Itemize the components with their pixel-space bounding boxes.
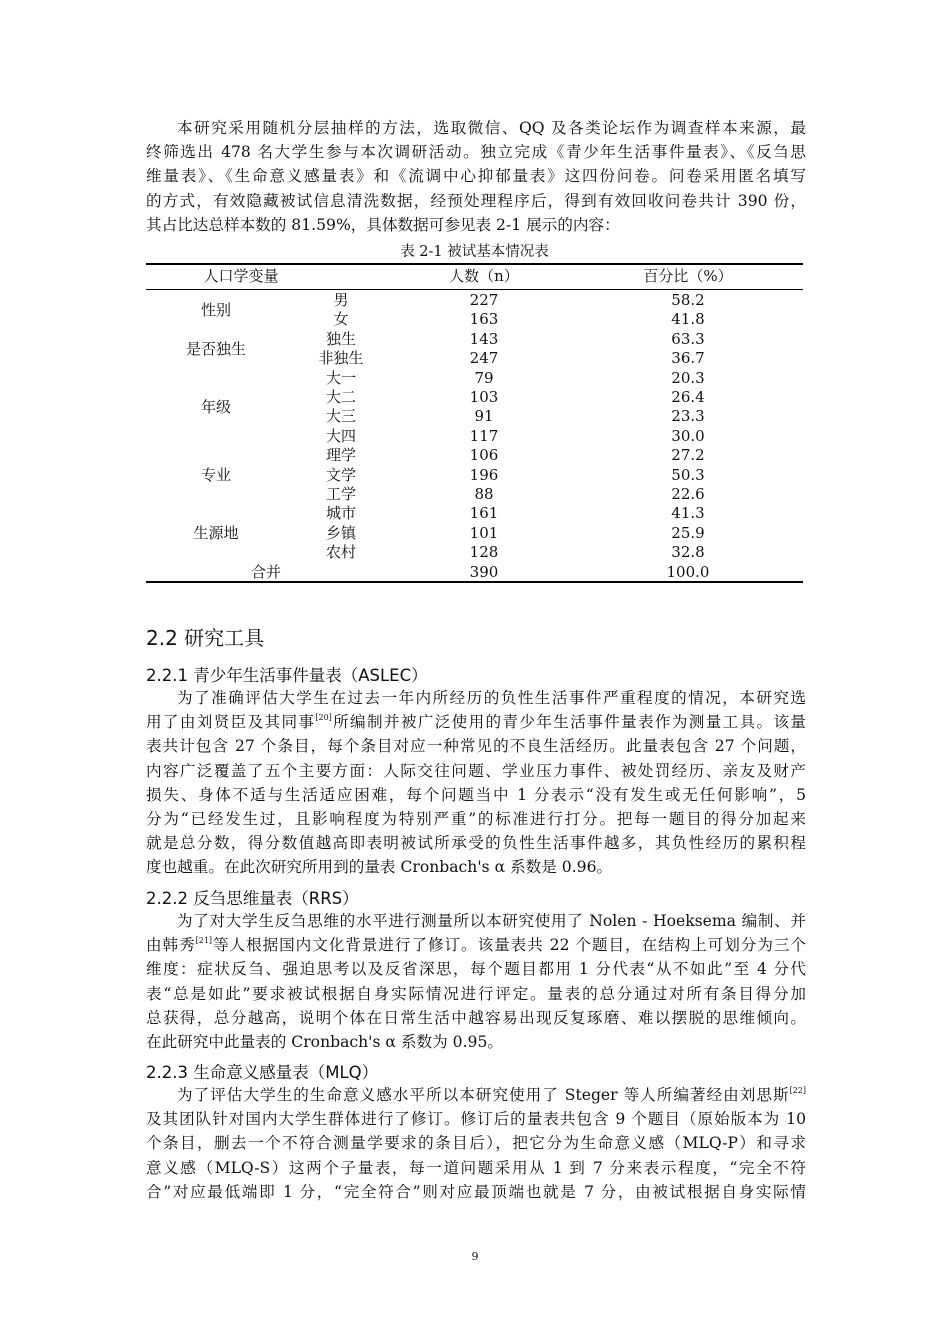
total-percent: 100.0 <box>666 562 710 581</box>
text-line: 意义感（MLQ-S）这两个子量表，每一道问题采用从 1 到 7 分来表示程度，“完全不符 <box>146 1158 806 1177</box>
text-fragment: 等人根据国内文化背景进行了修订。该量表共 22 个题目，在结构上可划分为三个 <box>212 936 806 955</box>
text-fragment: 为了评估大学生的生命意义感水平所以本研究使用了 Steger 等人所编著经由刘思斯 <box>177 1086 790 1104</box>
aslec-paragraph <box>146 686 806 880</box>
text-line: 损失、身体不适与生活适应困难，每个问题当中 1 分表示“没有发生或无任何影响”，5 <box>146 785 806 804</box>
text-line: 及其团队针对国内大学生群体进行了修订。修订后的量表共包含 9 个题目（原始版本为 10 <box>146 1110 806 1129</box>
total-count: 390 <box>469 562 499 581</box>
count-cell: 143 <box>469 329 499 348</box>
percent-cell: 30.0 <box>671 426 705 445</box>
group-label: 专业 <box>200 465 231 484</box>
count-cell: 103 <box>469 388 499 406</box>
count-cell: 128 <box>469 543 499 562</box>
text-fragment: 所编制并被广泛使用的青少年生活事件量表作为测量工具。该量 <box>331 713 806 732</box>
rrs-paragraph <box>146 909 806 1054</box>
subsection-heading-aslec: 2.2.1 青少年生活事件量表（ASLEC） <box>146 666 428 685</box>
percent-cell: 58.2 <box>671 291 705 309</box>
count-cell: 79 <box>474 368 494 387</box>
text-fragment: 用了由刘贤臣及其同事 <box>146 713 316 732</box>
text-line: 为了对大学生反刍思维的水平进行测量所以本研究使用了 Nolen - Hoeksema 编制、并 <box>177 912 806 930</box>
text-line <box>146 933 806 957</box>
subgroup-label: 农村 <box>325 543 356 562</box>
text-fragment: 由韩秀 <box>146 936 196 955</box>
text-line: 在此研究中此量表的 Cronbach's α 系数为 0.95。 <box>146 1032 503 1051</box>
percent-cell: 22.6 <box>671 485 705 503</box>
percent-cell: 26.4 <box>671 388 705 406</box>
percent-cell: 25.9 <box>671 523 705 542</box>
count-cell: 227 <box>469 291 499 309</box>
text-line: 分为“已经发生过，且影响程度为特别严重”的标准进行打分。把每一题目的得分加起来 <box>146 809 806 828</box>
percent-cell: 50.3 <box>671 465 705 484</box>
percent-cell: 41.8 <box>671 310 705 329</box>
count-cell: 196 <box>469 465 499 484</box>
text-line: 个条目，删去一个不符合测量学要求的条目后），把它分为生命意义感（MLQ-P）和寻求 <box>146 1134 806 1153</box>
text-line: 维量表》、《生命意义感量表》和《流调中心抑郁量表》这四份问卷。问卷采用匿名填写 <box>146 167 806 186</box>
subgroup-label: 女 <box>333 310 349 329</box>
count-cell: 117 <box>469 426 499 445</box>
subgroup-label: 男 <box>333 291 349 309</box>
text-line: 总获得，总分越高，说明个体在日常生活中越容易出现反复琢磨、难以摆脱的思维倾向。 <box>146 1008 806 1027</box>
text-line: 度也越重。在此次研究所用到的量表 Cronbach's α 系数是 0.96。 <box>146 858 613 877</box>
text-line: 表共计包含 27 个条目，每个条目对应一种常见的不良生活经历。此量表包含 27 个问题， <box>146 737 806 756</box>
subgroup-label: 大一 <box>325 368 356 387</box>
text-line: 就是总分数，得分数值越高即表明被试所承受的负性生活事件越多，其负性经历的累积程 <box>146 834 806 853</box>
text-line: 维度：症状反刍、强迫思考以及反省深思，每个题目都用 1 分代表“从不如此”至 4 分代 <box>146 960 806 979</box>
page-number: 9 <box>471 1250 479 1263</box>
percent-cell: 41.3 <box>671 504 705 523</box>
count-cell: 91 <box>474 407 494 426</box>
text-line: 本研究采用随机分层抽样的方法，选取微信、QQ 及各类论坛作为调查样本来源，最 <box>177 119 806 137</box>
subsection-heading-rrs: 2.2.2 反刍思维量表（RRS） <box>146 889 359 908</box>
text-line: 合”对应最低端即 1 分，“完全符合”则对应最顶端也就是 7 分，由被试根据自身实际情 <box>146 1182 806 1201</box>
table-header-rule <box>146 289 803 290</box>
text-line: 为了准确评估大学生在过去一年内所经历的负性生活事件严重程度的情况，本研究选 <box>177 689 806 707</box>
subgroup-label: 理学 <box>325 446 356 465</box>
mlq-paragraph <box>146 1083 806 1204</box>
group-label: 性别 <box>200 300 231 319</box>
percent-cell: 27.2 <box>671 446 705 465</box>
intro-paragraph <box>146 116 806 237</box>
citation-ref: [22] <box>789 1086 806 1095</box>
text-line: 内容广泛覆盖了五个主要方面：人际交往问题、学业压力事件、被处罚经历、亲友及财产 <box>146 761 806 780</box>
subgroup-label: 大三 <box>325 407 356 426</box>
subgroup-label: 工学 <box>325 485 356 503</box>
table-top-rule <box>146 263 803 265</box>
text-line: 表“总是如此”要求被试根据自身实际情况进行评定。量表的总分通过对所有条目得分加 <box>146 984 806 1003</box>
text-line: 其占比达总样本数的 81.59%，具体数据可参见表 2-1 展示的内容： <box>146 215 620 234</box>
percent-cell: 36.7 <box>671 349 705 368</box>
percent-cell: 20.3 <box>671 368 705 387</box>
subgroup-label: 城市 <box>325 504 356 523</box>
group-label: 生源地 <box>193 523 239 542</box>
header-variable: 人口学变量 <box>203 267 279 285</box>
group-label: 年级 <box>200 397 231 416</box>
header-count: 人数（n） <box>449 267 519 285</box>
percent-cell: 23.3 <box>671 407 705 426</box>
count-cell: 163 <box>469 310 499 329</box>
table-bottom-rule <box>146 581 803 583</box>
subgroup-label: 乡镇 <box>325 523 356 542</box>
percent-cell: 63.3 <box>671 329 705 348</box>
subgroup-label: 非独生 <box>318 349 364 368</box>
percent-cell: 32.8 <box>671 543 705 562</box>
text-line: 的方式，有效隐藏被试信息清洗数据，经预处理程序后，得到有效回收问卷共计 390 份， <box>146 191 806 210</box>
subgroup-label: 大二 <box>325 388 356 406</box>
count-cell: 101 <box>469 523 499 542</box>
total-label: 合并 <box>250 562 281 581</box>
text-line <box>146 1083 806 1107</box>
citation-ref: [20] <box>315 713 332 723</box>
group-label: 是否独生 <box>185 339 246 358</box>
count-cell: 88 <box>474 485 494 503</box>
count-cell: 247 <box>469 349 499 368</box>
count-cell: 161 <box>469 504 499 523</box>
text-line: 终筛选出 478 名大学生参与本次调研活动。独立完成《青少年生活事件量表》、《反刍思 <box>146 143 806 162</box>
header-percent: 百分比（%） <box>643 267 733 285</box>
table-caption: 表 2-1 被试基本情况表 <box>400 244 549 260</box>
section-heading: 2.2 研究工具 <box>146 626 265 650</box>
subgroup-label: 大四 <box>325 426 356 445</box>
text-line <box>146 710 806 734</box>
subgroup-label: 独生 <box>325 329 356 348</box>
subsection-heading-mlq: 2.2.3 生命意义感量表（MLQ） <box>146 1063 379 1082</box>
subgroup-label: 文学 <box>325 465 356 484</box>
count-cell: 106 <box>469 446 499 465</box>
citation-ref: [21] <box>195 936 213 946</box>
